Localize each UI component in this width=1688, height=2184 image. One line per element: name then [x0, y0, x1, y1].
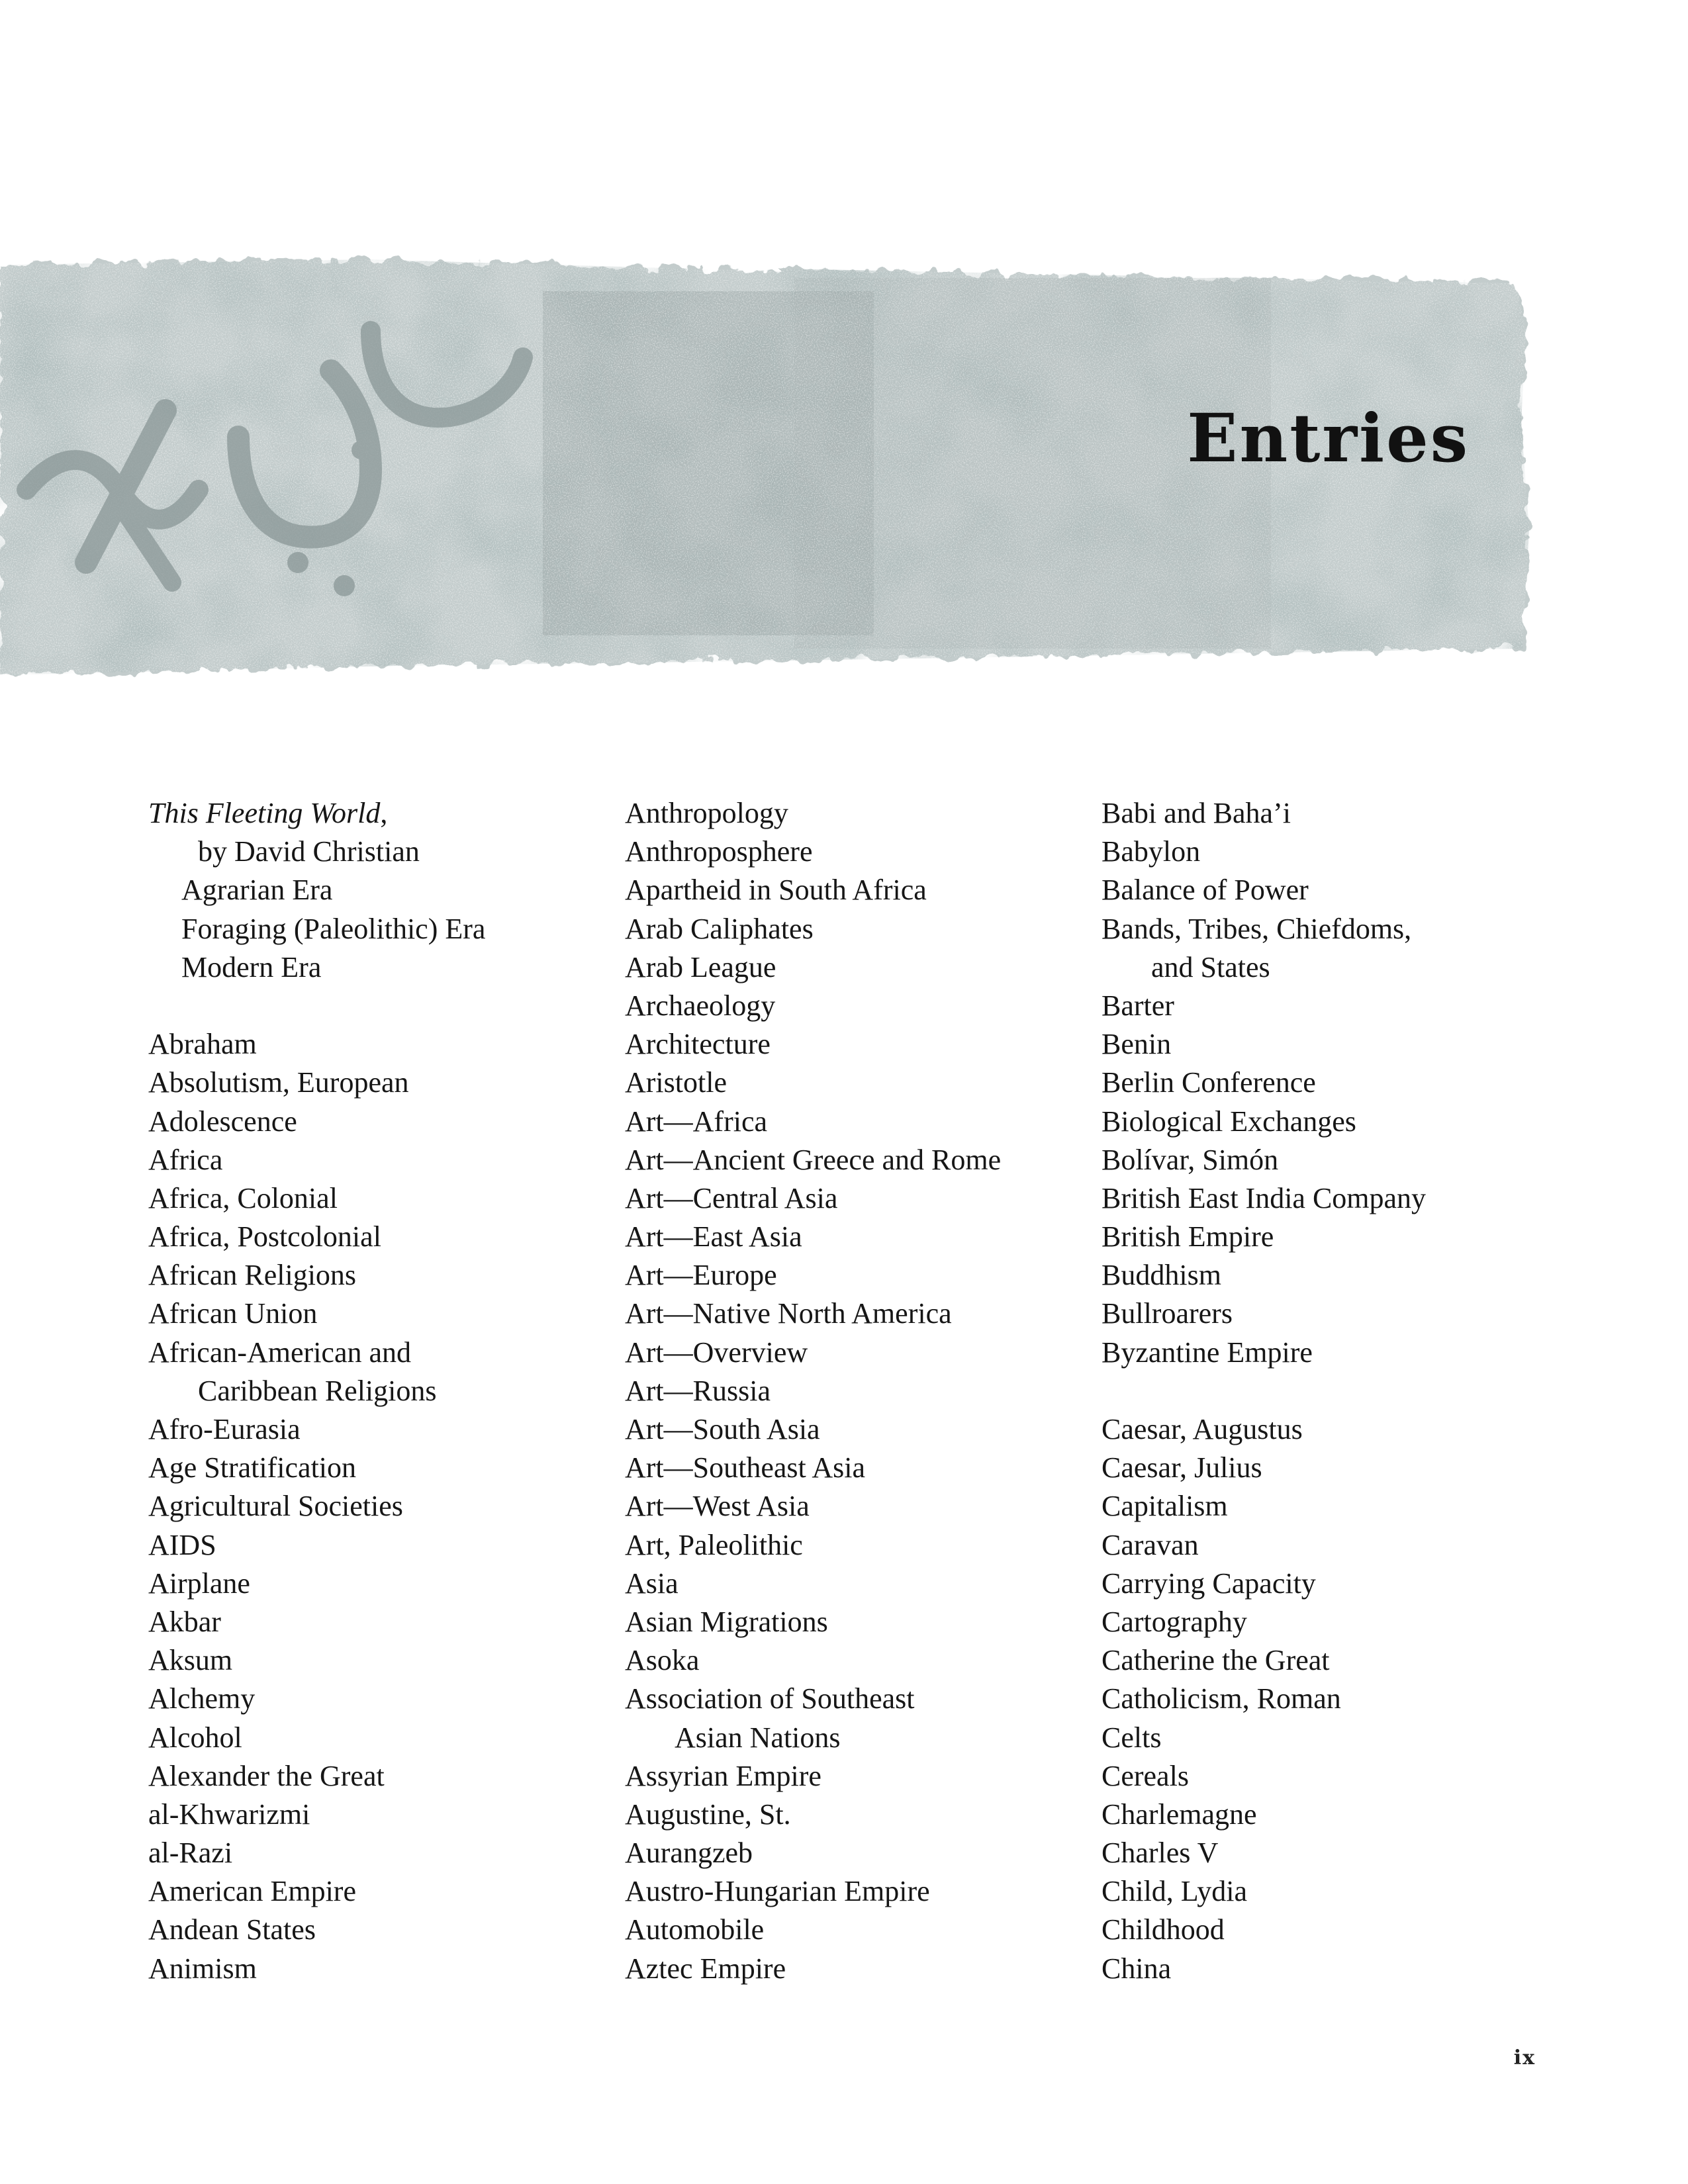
- entry-item: Adolescence: [148, 1105, 297, 1138]
- entry-item: Berlin Conference: [1102, 1066, 1316, 1099]
- entry-item: Absolutism, European: [148, 1066, 409, 1099]
- entry-item: Cartography: [1102, 1605, 1247, 1638]
- entry-item: Africa, Colonial: [148, 1181, 338, 1214]
- entry-item: Asoka: [625, 1644, 700, 1677]
- entry-item: Bullroarers: [1102, 1297, 1233, 1330]
- entry-item: Cereals: [1102, 1759, 1189, 1792]
- entry-item: Caesar, Augustus: [1102, 1413, 1303, 1445]
- page-number: ix: [1513, 2046, 1536, 2070]
- entry-item: Art—Russia: [625, 1374, 771, 1407]
- entry-item: British Empire: [1102, 1220, 1274, 1253]
- entry-item: Aztec Empire: [625, 1952, 786, 1985]
- entry-item: Asian Migrations: [625, 1605, 828, 1638]
- entry-item: Catherine the Great: [1102, 1644, 1330, 1677]
- entry-item: Babi and Baha’i: [1102, 797, 1291, 829]
- entry-item: American Empire: [148, 1875, 356, 1908]
- entry-item: Bands, Tribes, Chiefdoms,: [1102, 912, 1412, 945]
- entry-item: African-American and: [148, 1336, 412, 1369]
- entry-item: Caravan: [1102, 1528, 1199, 1561]
- entry-item: Arab Caliphates: [625, 912, 814, 945]
- entry-item: Buddhism: [1102, 1259, 1221, 1292]
- entry-item: Catholicism, Roman: [1102, 1682, 1341, 1715]
- entry-item: Charlemagne: [1102, 1797, 1257, 1831]
- entries-column-1: [148, 794, 605, 1988]
- entry-item: Andean States: [148, 1913, 316, 1946]
- entry-item: Biological Exchanges: [1102, 1105, 1356, 1138]
- entry-item: Benin: [1102, 1028, 1172, 1061]
- intro-title-punct: ,: [380, 797, 388, 829]
- entry-item: Babylon: [1102, 835, 1201, 868]
- entry-item: Abraham: [148, 1028, 257, 1061]
- entries-column-2: [625, 794, 1082, 1988]
- entry-item: Afro-Eurasia: [148, 1413, 301, 1445]
- entry-item: Art—Southeast Asia: [625, 1451, 865, 1484]
- entry-item: Assyrian Empire: [625, 1759, 821, 1792]
- entry-item: Caesar, Julius: [1102, 1451, 1262, 1484]
- entry-item: Art, Paleolithic: [625, 1528, 803, 1561]
- entry-item: Capitalism: [1102, 1490, 1228, 1523]
- entry-item: African Religions: [148, 1259, 357, 1292]
- entry-item: al-Razi: [148, 1837, 233, 1870]
- entry-item: Byzantine Empire: [1102, 1336, 1313, 1369]
- entry-item: Africa, Postcolonial: [148, 1220, 381, 1253]
- entry-item: Automobile: [625, 1913, 765, 1946]
- intro-item: Modern Era: [181, 950, 322, 983]
- entry-item: Arab League: [625, 950, 776, 983]
- entry-item-continuation: Asian Nations: [675, 1721, 841, 1754]
- entry-item: Art—West Asia: [625, 1490, 810, 1523]
- entry-item: Aurangzeb: [625, 1837, 753, 1870]
- entry-item: Airplane: [148, 1567, 250, 1600]
- entry-item: Art—Ancient Greece and Rome: [625, 1143, 1002, 1176]
- entry-item: Art—East Asia: [625, 1220, 802, 1253]
- entry-item: Carrying Capacity: [1102, 1567, 1316, 1600]
- entry-item: Anthroposphere: [625, 835, 813, 868]
- entry-item: Aristotle: [625, 1066, 727, 1099]
- entry-item: Anthropology: [625, 797, 788, 829]
- entry-item: Asia: [625, 1567, 679, 1600]
- entry-item: Alexander the Great: [148, 1759, 385, 1792]
- entry-item: Art—Central Asia: [625, 1181, 838, 1214]
- entry-item: Archaeology: [625, 989, 776, 1022]
- entry-item: African Union: [148, 1297, 318, 1330]
- entry-item: Agricultural Societies: [148, 1490, 403, 1523]
- entry-item: British East India Company: [1102, 1181, 1427, 1214]
- section-gap: [1102, 1372, 1558, 1410]
- entry-item: Apartheid in South Africa: [625, 874, 927, 907]
- entry-item: Austro-Hungarian Empire: [625, 1875, 930, 1908]
- entry-item: Art—Europe: [625, 1259, 777, 1292]
- section-gap: [148, 987, 605, 1025]
- entry-item: Association of Southeast: [625, 1682, 915, 1715]
- entry-item: Charles V: [1102, 1837, 1219, 1870]
- entry-item: Architecture: [625, 1028, 771, 1061]
- entry-item: Childhood: [1102, 1913, 1225, 1946]
- intro-item: Agrarian Era: [181, 874, 333, 907]
- entries-column-3: [1102, 794, 1558, 1988]
- entry-item: Art—South Asia: [625, 1413, 820, 1445]
- entry-item: Africa: [148, 1143, 223, 1176]
- entry-item: China: [1102, 1952, 1172, 1985]
- entry-item: Akbar: [148, 1605, 221, 1638]
- intro-title: This Fleeting World: [148, 797, 381, 829]
- entry-item: Art—Native North America: [625, 1297, 952, 1330]
- entry-item: Animism: [148, 1952, 257, 1985]
- entry-item: Barter: [1102, 989, 1174, 1022]
- entry-item-continuation: and States: [1151, 950, 1270, 983]
- entry-item: Aksum: [148, 1644, 233, 1677]
- entry-item: Alchemy: [148, 1682, 256, 1715]
- entry-item: Celts: [1102, 1721, 1162, 1754]
- entry-item: Augustine, St.: [625, 1797, 791, 1831]
- entry-item: Child, Lydia: [1102, 1875, 1247, 1908]
- intro-title-line: [148, 794, 605, 833]
- entry-item: Age Stratification: [148, 1451, 357, 1484]
- entry-item: Bolívar, Simón: [1102, 1143, 1279, 1176]
- entry-item: Alcohol: [148, 1721, 242, 1754]
- entry-item: al-Khwarizmi: [148, 1797, 310, 1831]
- entry-item-continuation: Caribbean Religions: [198, 1374, 437, 1407]
- intro-item: Foraging (Paleolithic) Era: [181, 912, 486, 945]
- entry-item: Art—Africa: [625, 1105, 768, 1138]
- page-title: Entries: [1187, 399, 1470, 477]
- entry-item: Art—Overview: [625, 1336, 808, 1369]
- entry-item: AIDS: [148, 1528, 216, 1561]
- entry-item: Balance of Power: [1102, 874, 1309, 907]
- intro-author: by David Christian: [198, 835, 420, 868]
